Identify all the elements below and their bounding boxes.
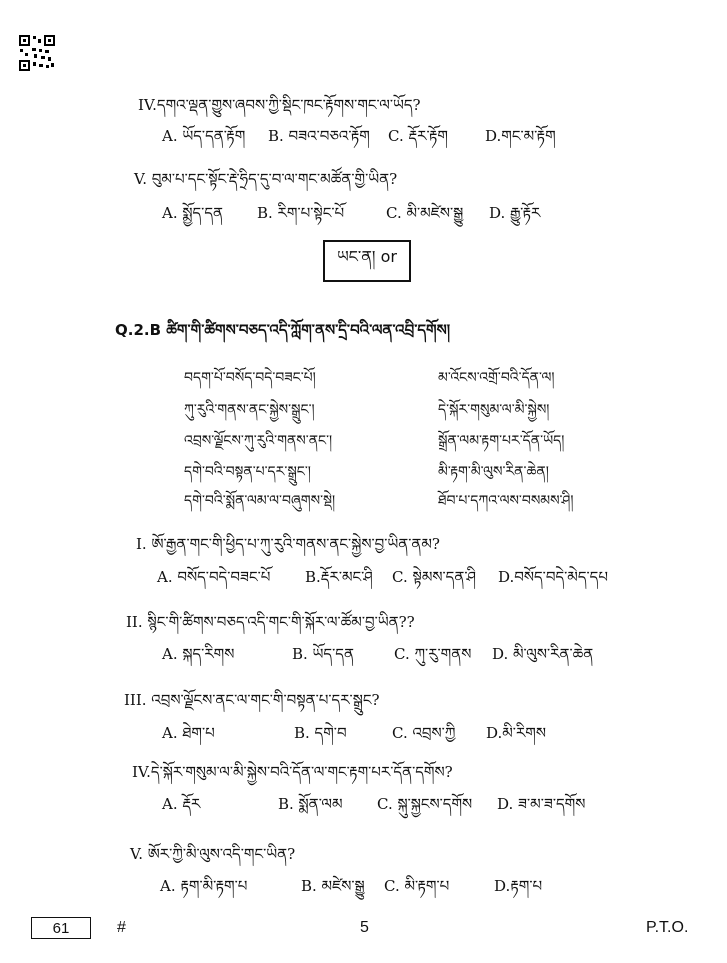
option-d: D.རྟག་པ <box>494 877 543 895</box>
option-d: D. རྒྱུ་རྟོར <box>489 204 541 222</box>
question-ii-text: II. སྙིང་གི་ཚིགས་བཅད་འདི་གང་གི་སྐོར་ལ་ཚོམ་བྱ་ཡིན?? <box>126 613 415 631</box>
verse-line-left: དགེ་བའི་སྨོན་ལམ་ལ་བཞུགས་སྡེ། <box>184 493 336 509</box>
option-b: B. མཛེས་སྒྱུ <box>301 877 365 895</box>
option-a: A. རྟག་མི་རྟག་པ <box>160 877 248 895</box>
option-d: D.བསོད་བདེ་མེད་དཔ <box>498 568 608 586</box>
option-c: C. འབྲས་ཀྱི <box>392 724 456 742</box>
section-b-title: Q.2.B ཚིག་གི་ཚིགས་བཅད་འདི་ཀློག་ནས་དྲི་བའི་ལན་འབྲི་དགོས། <box>115 321 451 339</box>
hash-mark: # <box>117 919 126 936</box>
option-b: B. སྨོན་ལམ <box>278 795 343 813</box>
verse-line-left: འབྲས་ལྗོངས་ཀུ་རུའི་གནས་ནང་། <box>184 433 333 449</box>
option-a: A. ཡོད་དན་རྟོག <box>162 127 246 145</box>
verse-line-left: བདག་པོ་བསོད་བདེ་བཟང་པོ། <box>184 370 316 386</box>
option-a: A. རྡོར <box>162 795 201 813</box>
verse-line-right: དེ་སྐོར་གསུམ་ལ་མི་སྐྱེས། <box>438 402 550 418</box>
verse-line-right: སྒྲོན་ལམ་རྟག་པར་དོན་ཡོད། <box>438 433 565 449</box>
option-b: B. དགེ་བ <box>294 724 347 742</box>
question-iv-text: IV.དགའ་ལྡན་གྱུས་ཞབས་ཀྱི་སྡིང་ཁང་རྟོགས་གང་ལ་ཡོད? <box>138 96 421 114</box>
question-iii-text: III. འབྲས་ལྗོངས་ནང་ལ་གང་གི་བསྟན་པ་དར་སྒྲུང? <box>124 691 380 709</box>
question-iv-text: IV.དེ་སྐོར་གསུམ་ལ་མི་སྐྱེས་བའི་དོན་ལ་གང་རྟག་པར་དོན་དགོས? <box>132 763 453 781</box>
option-a: A. སྨྱོད་དན <box>162 204 224 222</box>
page-number: 5 <box>360 919 369 936</box>
verse-line-right: ཐོབ་པ་དཀའ་ལས་བསམས་ཤི། <box>438 493 574 509</box>
option-b: B. རིག་པ་སྟེང་པོ <box>257 204 345 222</box>
verse-line-left: དགེ་བའི་བསྟན་པ་དར་སྒྲུང་། <box>184 464 311 480</box>
qr-code <box>19 35 55 71</box>
option-b: B. ཡོད་དན <box>292 645 354 663</box>
option-c: C. མི་མཛེས་སྒྱུ <box>386 204 464 222</box>
option-c: C. སྟེམས་དན་ཤི <box>392 568 476 586</box>
verse-line-right: མི་རྟག་མི་ལུས་རིན་ཆེན། <box>438 464 549 480</box>
option-d: D. མི་ལུས་རིན་ཆེན <box>492 645 594 663</box>
option-a: A. ཐེག་པ <box>162 724 215 742</box>
option-c: C. རྡོར་རྟོག <box>388 127 448 145</box>
option-d: D.མི་རིགས <box>486 724 546 742</box>
option-a: A. སྐད་རིགས <box>162 645 235 663</box>
option-c: C. ཀུ་རུ་གནས <box>394 645 472 663</box>
option-c: C. སྐུ་སྐྱངས་དགོས <box>377 795 473 813</box>
option-c: C. མི་རྟག་པ <box>384 877 450 895</box>
verse-line-left: ཀུ་རུའི་གནས་ནང་སྐྱེས་སྒྲུང་། <box>184 402 315 418</box>
question-v-text: V. ཨོར་ཀྱི་མི་ལུས་འདི་གང་ཡིན? <box>130 845 296 863</box>
option-b: B. བཟའ་བཅའ་རྟོག <box>268 127 370 145</box>
or-box: ཡང་ན། or <box>323 240 411 282</box>
option-a: A. བསོད་བདེ་བཟང་པོ <box>157 568 271 586</box>
option-b: B.རྡོར་མང་ཤི <box>305 568 373 586</box>
question-i-text: I. ཨོ་རྒྱན་གང་གི་ཕྱིད་པ་ཀུ་རུའི་གནས་ནང་སྐྱེས་བྱ་ཡིན་ནམ? <box>136 535 440 553</box>
paper-code-box: 61 <box>31 917 91 939</box>
question-v-text: V. བུམ་པ་དང་སྟོང་རྡེ་ཧྲིད་དུ་བ་ལ་གང་མཚོན་གྱི་ཡིན? <box>134 170 398 188</box>
option-d: D.གང་མ་རྟོག <box>485 127 556 145</box>
verse-line-right: མ་འོངས་འགྲོ་བའི་དོན་ལ། <box>438 370 555 386</box>
option-d: D. ཟ་མ་ཟ་དགོས <box>497 795 586 813</box>
pto-label: P.T.O. <box>646 919 689 936</box>
